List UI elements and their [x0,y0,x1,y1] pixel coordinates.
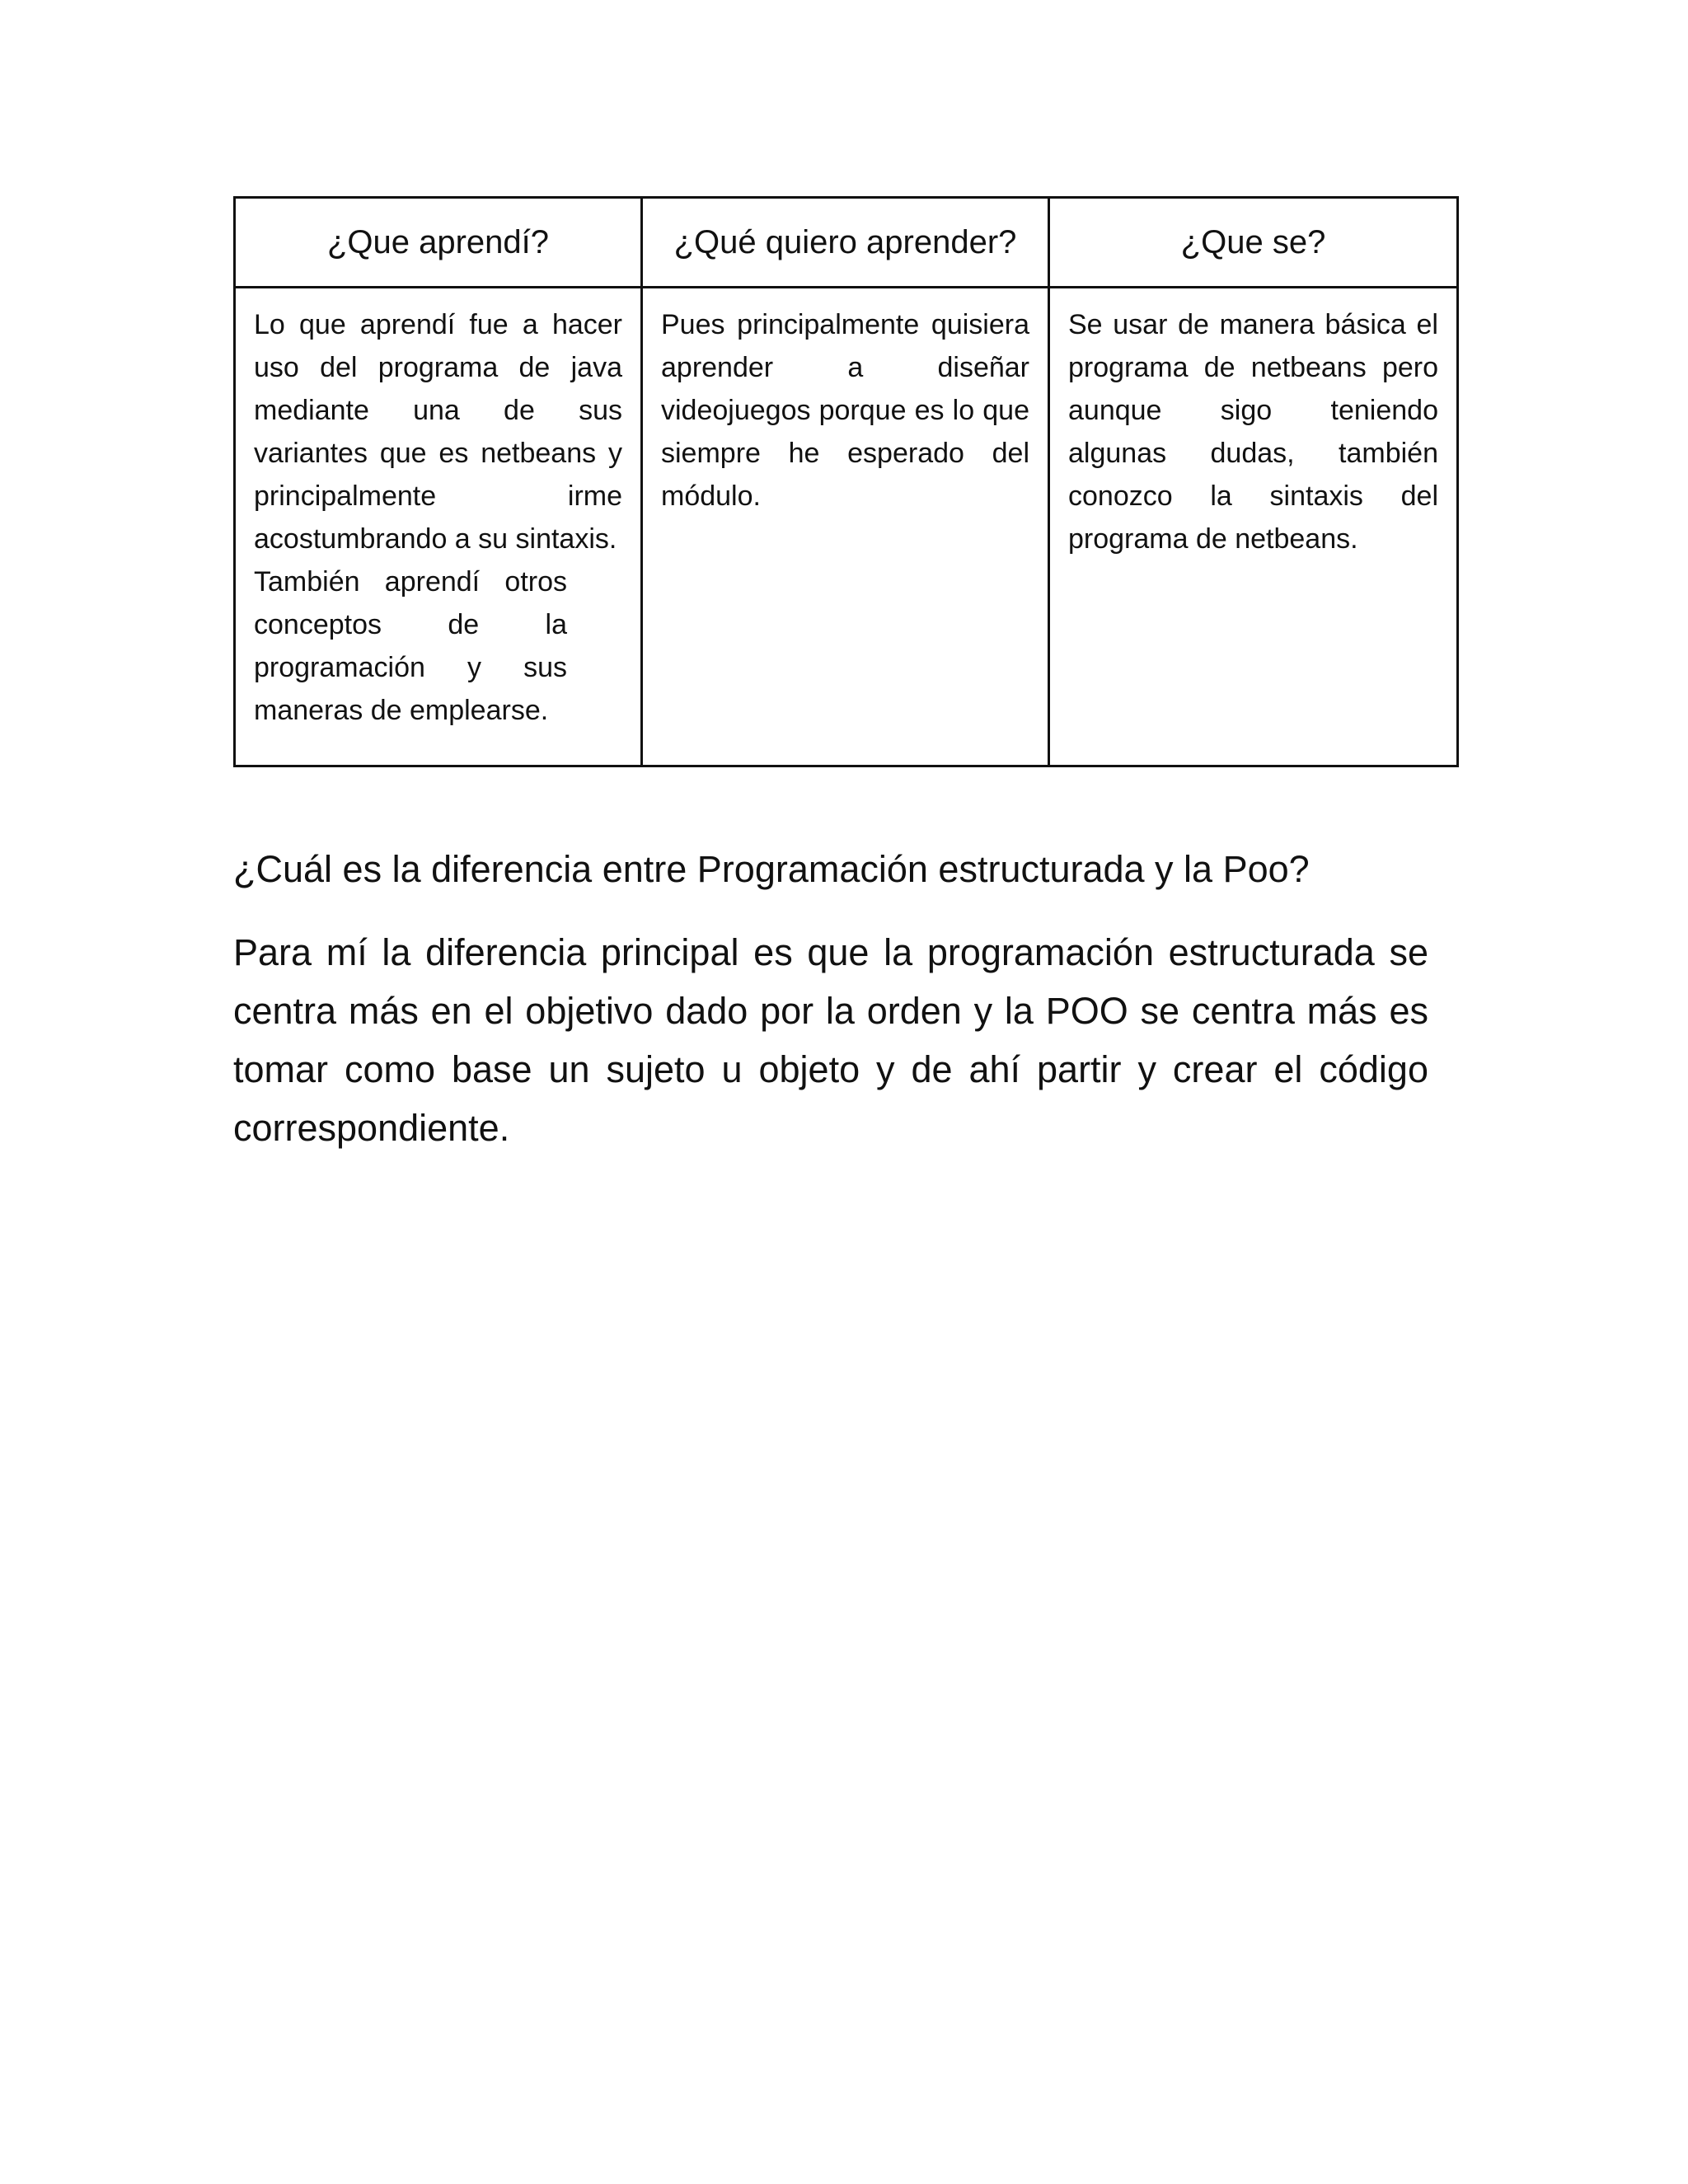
answer-paragraph: Para mí la diferencia principal es que la programación estructurada se centra más en el objetivo dado por la orden y la POO se centra más es tomar como base un sujeto u objeto y de ahí partir y crear el código correspondiente. [233,931,1428,1149]
header-que-se: ¿Que se? [1049,198,1458,288]
question-heading: ¿Cuál es la diferencia entre Programación estructurada y la Poo? [233,848,1310,890]
cell-paragraph: Se usar de manera básica el programa de netbeans pero aunque sigo teniendo algunas dudas, también conozco la sintaxis del programa de netbeans. [1068,309,1438,555]
cell-que-aprendi [235,288,642,766]
cell-que-quiero-aprender [642,288,1049,766]
cell-paragraph: También aprendí otros conceptos de la programación y sus maneras de emplearse. [254,566,567,726]
cell-que-se [1049,288,1458,766]
table-header-row [235,198,1458,288]
table-row [235,288,1458,766]
header-que-quiero-aprender: ¿Qué quiero aprender? [642,198,1049,288]
cell-paragraph: Pues principalmente quisiera aprender a diseñar videojuegos porque es lo que siempre he esperado del módulo. [661,309,1029,512]
kwl-table [233,196,1459,767]
cell-paragraph: Lo que aprendí fue a hacer uso del programa de java mediante una de sus variantes que es netbeans y principalmente irme acostumbrando a su sintaxis. [254,309,622,555]
header-que-aprendi: ¿Que aprendí? [235,198,642,288]
